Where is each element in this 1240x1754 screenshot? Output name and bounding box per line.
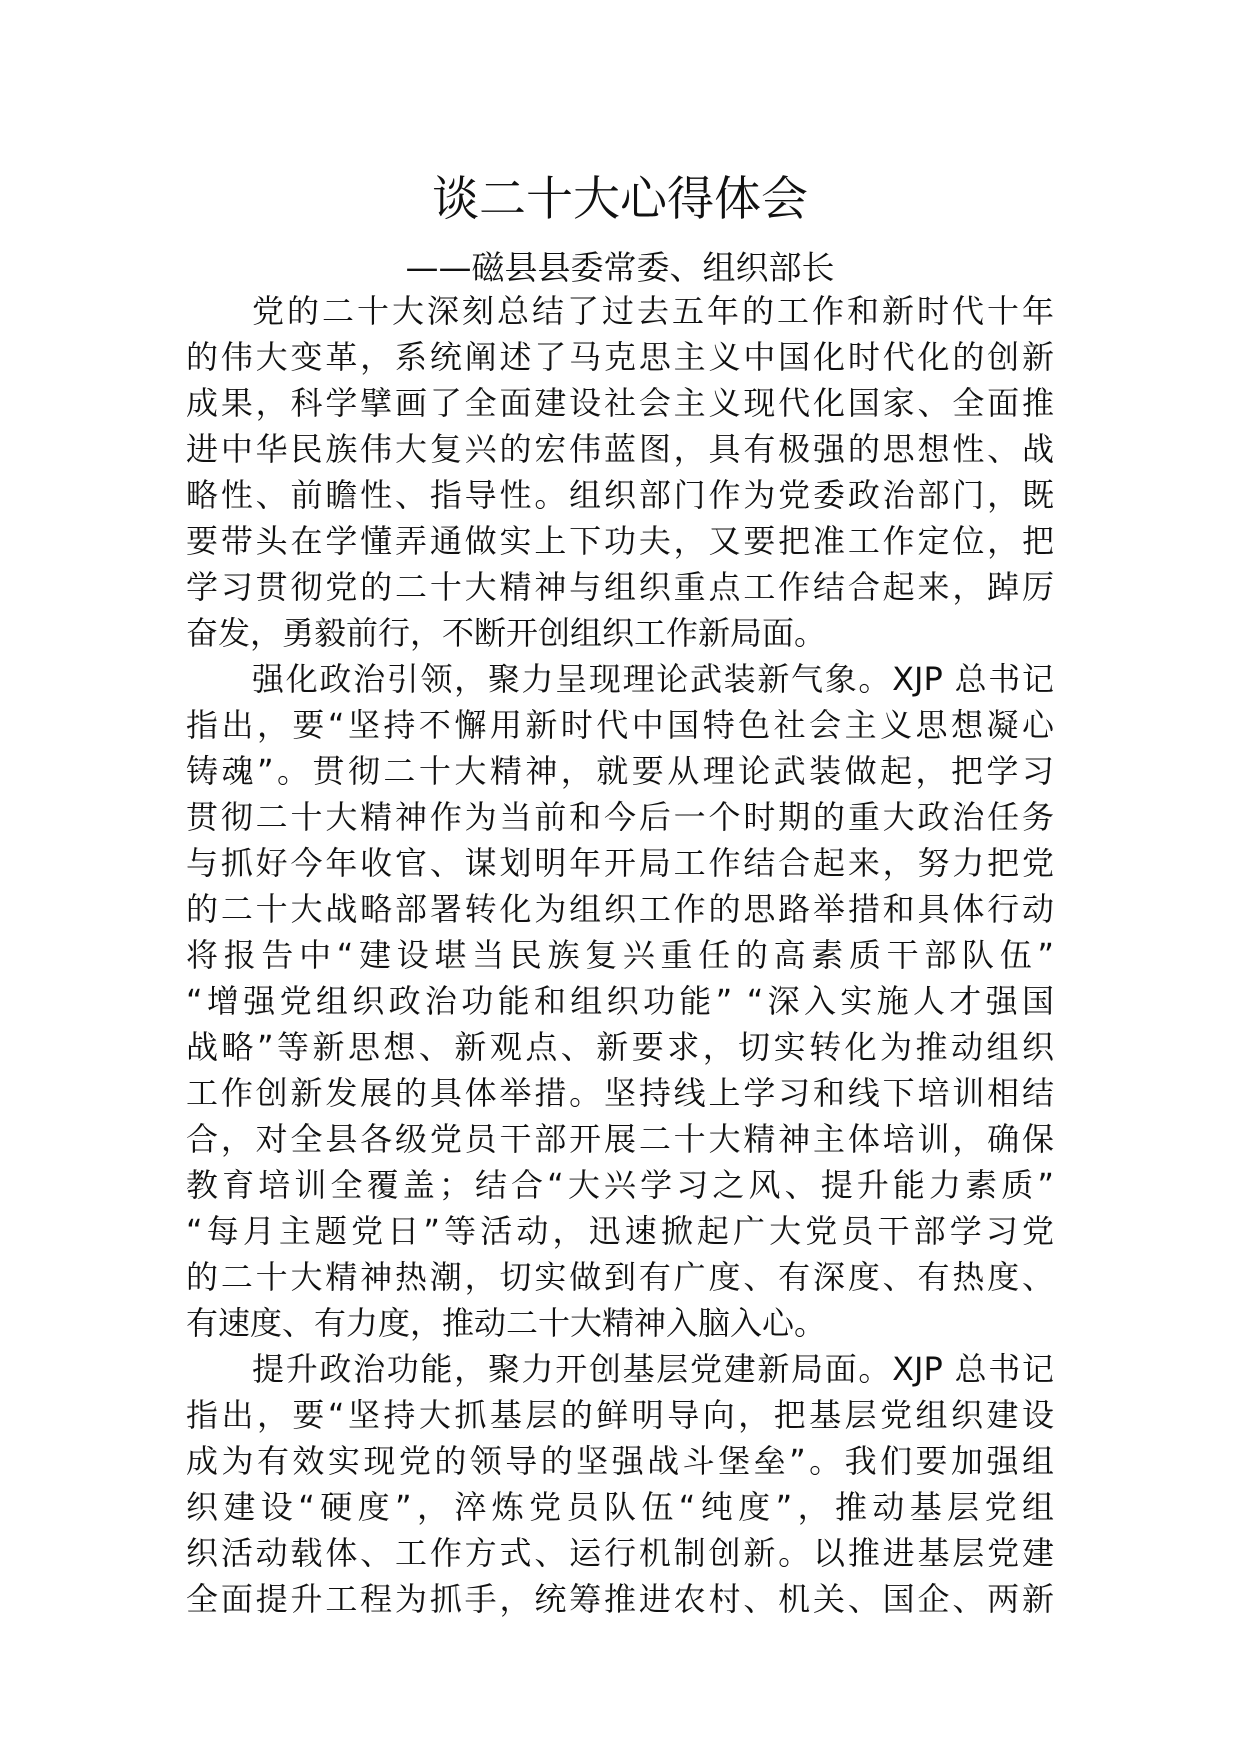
- document-subtitle: ——磁县县委常委、组织部长: [405, 248, 835, 287]
- paragraph-line: 教育培训全覆盖；结合“大兴学习之风、提升能力素质”: [186, 1166, 1054, 1204]
- paragraph-line: 工作创新发展的具体举措。坚持线上学习和线下培训相结: [186, 1074, 1054, 1112]
- paragraph-line: 的二十大战略部署转化为组织工作的思路举措和具体行动: [186, 890, 1054, 928]
- paragraph-line: 强化政治引领，聚力呈现理论武装新气象。XJP 总书记: [252, 660, 1054, 698]
- paragraph-line: 全面提升工程为抓手，统筹推进农村、机关、国企、两新: [186, 1580, 1054, 1618]
- paragraph-line: 奋发，勇毅前行，不断开创组织工作新局面。: [186, 614, 827, 652]
- paragraph-line: 要带头在学懂弄通做实上下功夫，又要把准工作定位，把: [186, 522, 1054, 560]
- paragraph-line: 织活动载体、工作方式、运行机制创新。以推进基层党建: [186, 1534, 1054, 1572]
- paragraph-line: “增强党组织政治功能和组织功能” “深入实施人才强国: [186, 982, 1054, 1020]
- document-body: [186, 288, 1054, 1622]
- paragraph-line: 有速度、有力度，推动二十大精神入脑入心。: [186, 1304, 827, 1342]
- paragraph-line: 贯彻二十大精神作为当前和今后一个时期的重大政治任务: [186, 798, 1054, 836]
- paragraph-line: 成为有效实现党的领导的坚强战斗堡垒”。我们要加强组: [186, 1442, 1054, 1480]
- paragraph-line: 略性、前瞻性、指导性。组织部门作为党委政治部门，既: [186, 476, 1054, 514]
- paragraph-line: 提升政治功能，聚力开创基层党建新局面。XJP 总书记: [252, 1350, 1054, 1388]
- paragraph-line: 织建设“硬度”，淬炼党员队伍“纯度”，推动基层党组: [186, 1488, 1054, 1526]
- paragraph-line: “每月主题党日”等活动，迅速掀起广大党员干部学习党: [186, 1212, 1054, 1250]
- paragraph-line: 合，对全县各级党员干部开展二十大精神主体培训，确保: [186, 1120, 1054, 1158]
- paragraph-line: 党的二十大深刻总结了过去五年的工作和新时代十年: [252, 292, 1054, 330]
- paragraph-line: 学习贯彻党的二十大精神与组织重点工作结合起来，踔厉: [186, 568, 1054, 606]
- paragraph-line: 与抓好今年收官、谋划明年开局工作结合起来，努力把党: [186, 844, 1054, 882]
- paragraph-line: 成果，科学擘画了全面建设社会主义现代化国家、全面推: [186, 384, 1054, 422]
- paragraph-line: 指出，要“坚持不懈用新时代中国特色社会主义思想凝心: [186, 706, 1054, 744]
- paragraph-line: 战略”等新思想、新观点、新要求，切实转化为推动组织: [186, 1028, 1054, 1066]
- paragraph-line: 将报告中“建设堪当民族复兴重任的高素质干部队伍”: [186, 936, 1054, 974]
- paragraph-line: 指出，要“坚持大抓基层的鲜明导向，把基层党组织建设: [186, 1396, 1054, 1434]
- document-title: 谈二十大心得体会: [432, 172, 808, 227]
- paragraph-line: 的伟大变革，系统阐述了马克思主义中国化时代化的创新: [186, 338, 1054, 376]
- paragraph-line: 铸魂”。贯彻二十大精神，就要从理论武装做起，把学习: [186, 752, 1054, 790]
- paragraph-line: 进中华民族伟大复兴的宏伟蓝图，具有极强的思想性、战: [186, 430, 1054, 468]
- paragraph-line: 的二十大精神热潮，切实做到有广度、有深度、有热度、: [186, 1258, 1054, 1296]
